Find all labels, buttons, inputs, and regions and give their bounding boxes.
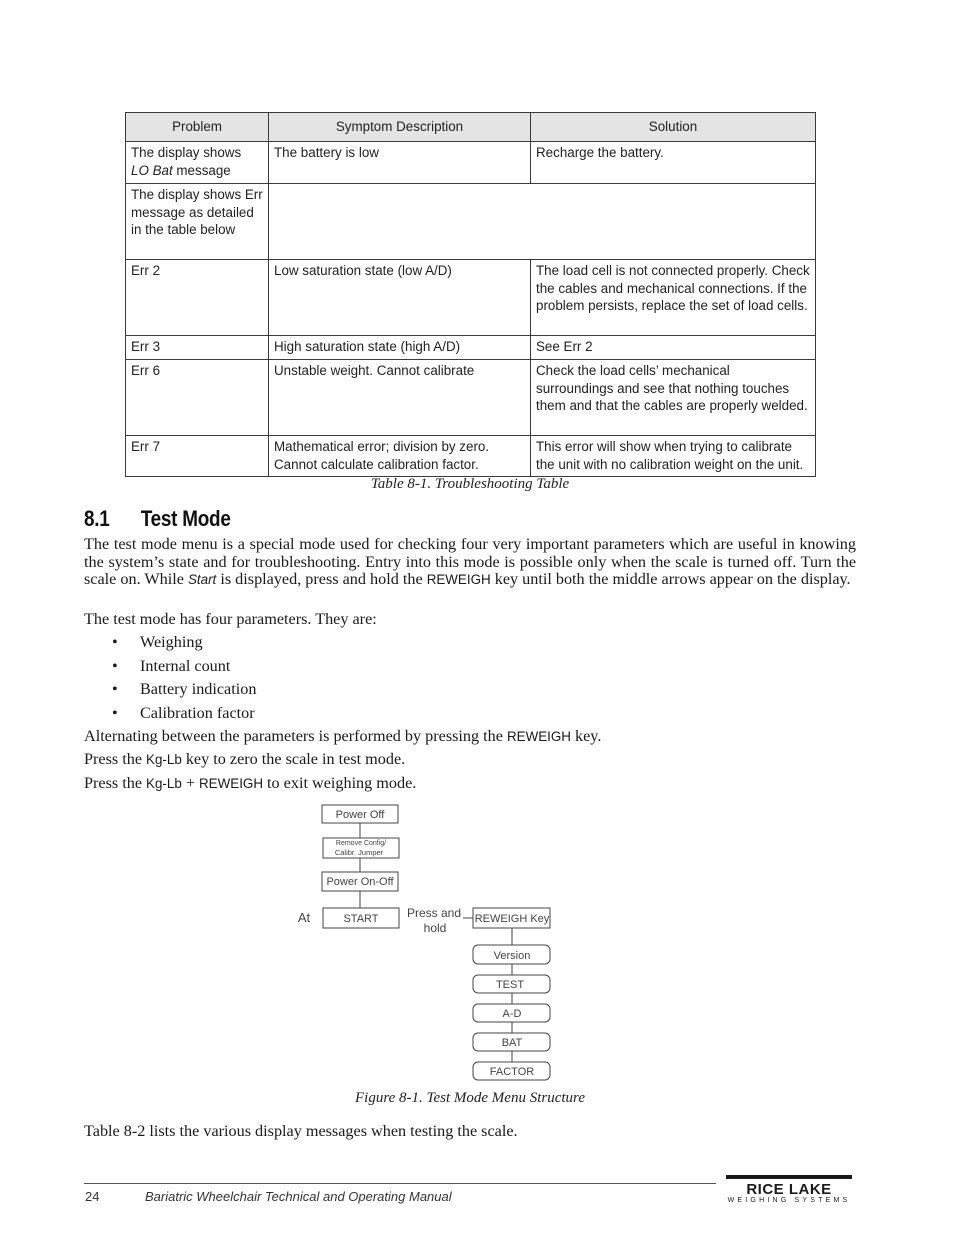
test-mode-menu-diagram	[280, 800, 580, 1085]
press-hold-label-1: Press and	[406, 906, 462, 920]
press-zero-text: Press the Kg-Lb key to zero the scale in test mode.	[84, 750, 406, 768]
reweigh-key-label: REWEIGH	[199, 776, 263, 791]
remove-jumper-label-2: Calibr. Jumper	[334, 848, 384, 857]
rice-lake-logo	[726, 1175, 852, 1207]
cell-solution: This error will show when trying to calibrate the unit with no calibration weight on the unit.	[531, 436, 816, 477]
closing-text: Table 8-2 lists the various display messages when testing the scale.	[84, 1122, 518, 1140]
cell-symptom: High saturation state (high A/D)	[269, 336, 531, 360]
cell-solution: See Err 2	[531, 336, 816, 360]
kg-lb-key-label: Kg-Lb	[146, 776, 182, 791]
cell-symptom: Unstable weight. Cannot calibrate	[269, 360, 531, 436]
table-caption: Table 8-1. Troubleshooting Table	[370, 476, 570, 492]
bat-label: BAT	[501, 1037, 523, 1049]
logo-bar	[726, 1175, 852, 1179]
cell-solution: Check the load cells’ mechanical surroundings and see that nothing touches them and that the cables are properly welded.	[531, 360, 816, 436]
list-item: • Weighing	[112, 632, 256, 656]
cell-solution: Recharge the battery.	[531, 142, 816, 184]
press-hold-label-2: hold	[423, 921, 447, 935]
section-heading	[84, 506, 231, 532]
table-row	[126, 142, 816, 184]
lo-bat-text: LO Bat	[131, 162, 173, 178]
header-symptom: Symptom Description	[269, 113, 531, 142]
reweigh-key-label: REWEIGH Key	[474, 913, 550, 925]
params-intro: The test mode has four parameters. They are:	[84, 610, 377, 628]
table-row	[126, 336, 816, 360]
header-problem: Problem	[126, 113, 269, 142]
cell-problem: Err 7	[126, 436, 269, 477]
cell-symptom: Low saturation state (low A/D)	[269, 260, 531, 336]
power-on-off-label: Power On-Off	[326, 876, 394, 888]
logo-wordmark: RICE LAKE	[746, 1181, 832, 1198]
table-row	[126, 260, 816, 336]
list-item: • Battery indication	[112, 679, 256, 703]
table-row	[126, 360, 816, 436]
table-row	[126, 436, 816, 477]
kg-lb-key-label: Kg-Lb	[146, 752, 182, 767]
list-item: • Calibration factor	[112, 703, 256, 727]
alternating-text: Alternating between the parameters is performed by pressing the REWEIGH key.	[84, 727, 602, 745]
test-label: TEST	[495, 979, 525, 991]
press-exit-text: Press the Kg-Lb + REWEIGH to exit weighing mode.	[84, 774, 417, 792]
table-header-row	[126, 113, 816, 142]
factor-label: FACTOR	[489, 1066, 535, 1078]
figure-caption: Figure 8-1. Test Mode Menu Structure	[355, 1090, 585, 1106]
table-row	[126, 184, 816, 260]
cell-symptom: Mathematical error; division by zero. Cannot calculate calibration factor.	[269, 436, 531, 477]
a-d-label: A-D	[502, 1008, 522, 1020]
parameter-list	[112, 632, 256, 726]
start-word: Start	[188, 572, 217, 587]
footer-rule	[84, 1183, 716, 1184]
reweigh-key-label: REWEIGH	[506, 729, 571, 744]
cell-problem: Err 2	[126, 260, 269, 336]
page-number: 24	[85, 1189, 100, 1204]
section-title: Test Mode	[140, 506, 231, 531]
cell-problem: The display shows LO Bat message	[126, 142, 269, 184]
intro-paragraph: The test mode menu is a special mode used for checking four very important parameters which are useful in knowing the system’s state and for troubleshooting. Entry into this mode is possible only when the scale is turned off. Turn the scale on. While Start is displayed, press and hold the REWEIGH key until both the middle arrows appear on the display.	[84, 535, 856, 588]
reweigh-key-label: REWEIGH	[426, 572, 491, 587]
logo-subtitle: WEIGHING SYSTEMS	[727, 1197, 851, 1204]
cell-symptom: The battery is low	[269, 142, 531, 184]
section-number: 8.1	[84, 506, 110, 531]
cell-empty	[269, 184, 816, 260]
power-off-label: Power Off	[335, 809, 385, 821]
troubleshooting-table	[125, 112, 816, 477]
start-label: START	[343, 913, 379, 925]
cell-problem: The display shows Err message as detailed in the table below	[126, 184, 269, 260]
remove-jumper-label-1: Remove Config/	[335, 840, 387, 847]
cell-solution: The load cell is not connected properly. Check the cables and mechanical connections. If the problem persists, replace the set of load cells.	[531, 260, 816, 336]
manual-title: Bariatric Wheelchair Technical and Operating Manual	[145, 1189, 452, 1204]
version-label: Version	[493, 950, 531, 962]
cell-problem: Err 6	[126, 360, 269, 436]
list-item: • Internal count	[112, 656, 256, 680]
cell-problem: Err 3	[126, 336, 269, 360]
header-solution: Solution	[531, 113, 816, 142]
at-label: At	[297, 910, 311, 925]
